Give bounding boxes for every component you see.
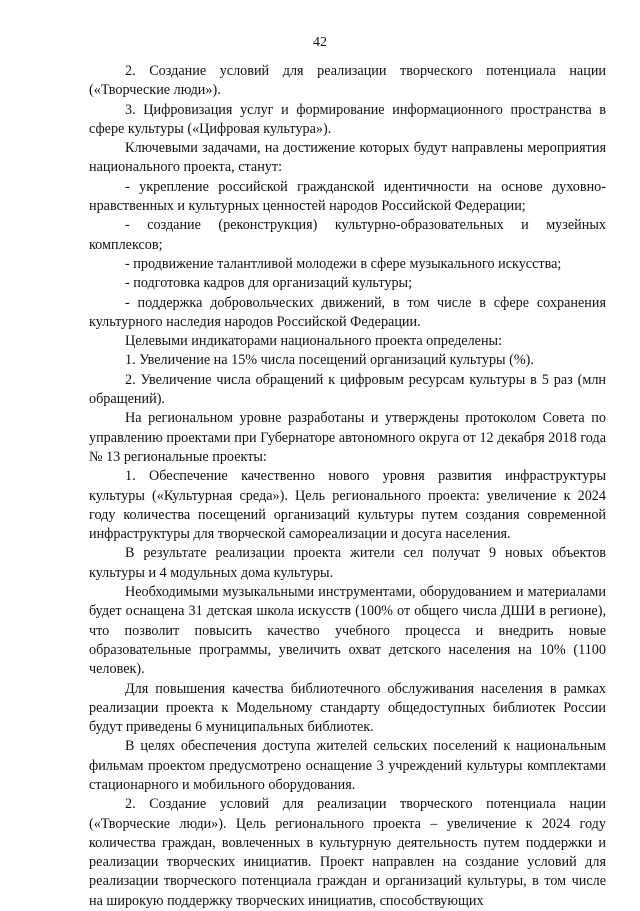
list-item: 2. Увеличение числа обращений к цифровым ресурсам культуры в 5 раз (млн обращений). (89, 371, 606, 408)
page-number: 42 (313, 35, 327, 50)
paragraph: 3. Цифровизация услуг и формирование информационного пространства в сфере культуры («Цифровая культура»). (89, 101, 606, 137)
paragraph: На региональном уровне разработаны и утверждены протоколом Совета по управлению проектами при Губернаторе автономного округа от 12 декабря 2018 года № 13 региональные проекты: (89, 410, 606, 465)
list-item: 1. Увеличение на 15% числа посещений организаций культуры (%). (125, 352, 534, 369)
paragraph: В целях обеспечения доступа жителей сельских поселений к национальным фильмам проектом предусмотрено оснащение 3 учреждений культуры комплектами стационарного и мобильного оборудования. (89, 738, 606, 793)
paragraph: 2. Создание условий для реализации творческого потенциала нации («Творческие люди»). Цель регионального проекта – увеличение к 2024 году количества граждан, вовлеченных в культурную деятельность путем поддержки и реализации творческих инициатив. Проект направлен на создание условий для реализации творческого потенциала граждан и организаций культуры, в том числе на широкую поддержку творческих инициатив, способствующих (89, 796, 606, 909)
paragraph: Целевыми индикаторами национального проекта определены: (125, 333, 503, 350)
list-item: - поддержка добровольческих движений, в том числе в сфере сохранения культурного наследия народов Российской Федерации. (89, 294, 606, 330)
paragraph: 1. Обеспечение качественно нового уровня развития инфраструктуры культуры («Культурная среда»). Цель регионального проекта: увеличение к 2024 году количества посещений организаций культуры путем создания современной инфраструктуры для творческой самореализации и досуга населения. (89, 468, 606, 543)
paragraph: В результате реализации проекта жители сел получат 9 новых объектов культуры и 4 модульных дома культуры. (89, 545, 606, 581)
list-item: - укрепление российской гражданской идентичности на основе духовно-нравственных и культурных ценностей народов Российской Федерации; (89, 178, 606, 215)
list-item: - продвижение талантливой молодежи в сфере музыкального искусства; (125, 255, 562, 272)
paragraph: Необходимыми музыкальными инструментами, оборудованием и материалами будет оснащена 31 детская школа искусств (100% от общего числа ДШИ в регионе), что позволит повысить качество учебного процесса и внедрить новые образовательные программы, увеличить охват детского населения на 10% (1100 человек). (89, 584, 606, 678)
paragraph: Ключевыми задачами, на достижение которых будут направлены мероприятия национального проекта, станут: (89, 140, 606, 176)
paragraph: Для повышения качества библиотечного обслуживания населения в рамках реализации проекта к Модельному стандарту общедоступных библиотек России будут приведены 6 муниципальных библиотек. (89, 680, 606, 736)
document-body (89, 62, 606, 911)
paragraph: 2. Создание условий для реализации творческого потенциала нации («Творческие люди»). (89, 63, 606, 99)
list-item: - создание (реконструкция) культурно-образовательных и музейных комплексов; (89, 217, 606, 253)
list-item: - подготовка кадров для организаций культуры; (125, 275, 413, 292)
